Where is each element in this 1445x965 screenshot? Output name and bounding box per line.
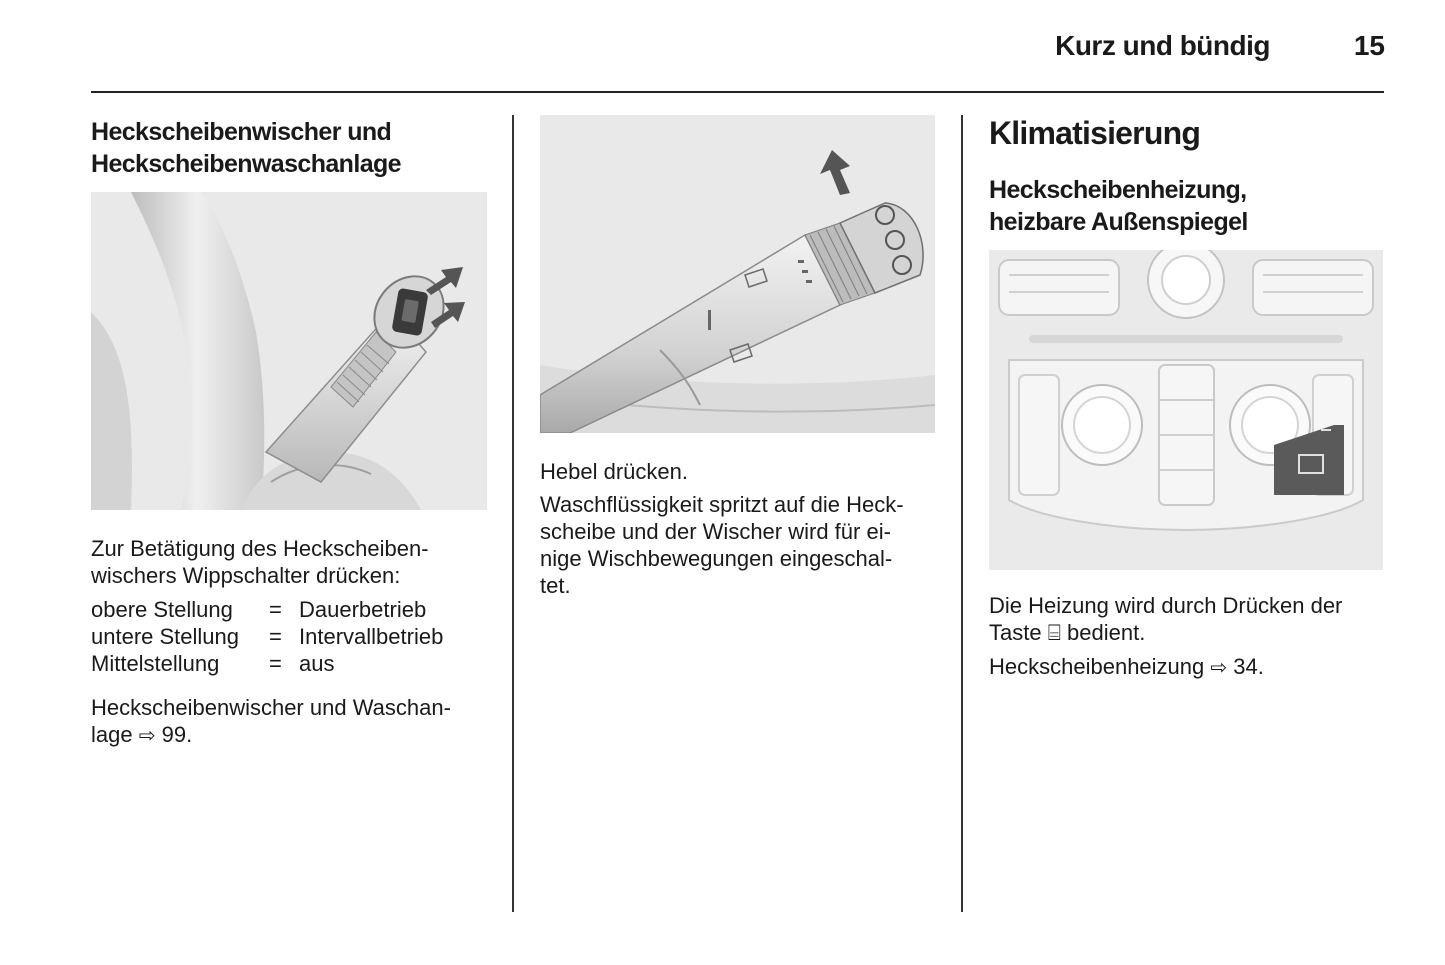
column-divider-2 — [961, 115, 963, 912]
wiper-lever-illustration — [540, 115, 935, 433]
text-line: bedient. — [1067, 620, 1146, 645]
position-label: obere Stellung — [91, 597, 233, 622]
running-header-title: Kurz und bündig — [1055, 30, 1270, 61]
heading-line: Heckscheibenheizung, — [989, 176, 1247, 204]
text-line: Heckscheibenheizung — [989, 654, 1205, 679]
paragraph-push-lever — [540, 458, 950, 485]
text-line: Waschflüssigkeit spritzt auf die Heck- — [540, 492, 904, 517]
paragraph-heating-button — [989, 592, 1384, 646]
section-heading-rear-wiper — [91, 116, 501, 180]
rear-window-heating-icon: ⌸ — [1047, 620, 1061, 645]
position-equals: = — [269, 651, 282, 676]
heading-line: Heckscheibenwischer und — [91, 118, 392, 146]
text-line: Die Heizung wird durch Drücken der — [989, 593, 1343, 618]
position-value: aus — [299, 651, 335, 676]
text-line: wischers Wippschalter drücken: — [91, 563, 401, 588]
text-line: Hebel drücken. — [540, 459, 688, 484]
figure-climate-control-panel — [989, 250, 1383, 570]
switch-positions-list — [91, 596, 501, 677]
wiper-stalk-illustration — [91, 192, 487, 510]
cross-reference-link[interactable]: 34. — [1233, 654, 1264, 679]
section-heading-heated-window — [989, 174, 1384, 238]
chapter-title-text: Klimatisierung — [989, 115, 1201, 151]
position-row — [91, 650, 443, 677]
position-equals: = — [269, 597, 282, 622]
position-equals: = — [269, 624, 282, 649]
paragraph-washer-fluid — [540, 491, 950, 599]
paragraph-intro — [91, 535, 501, 589]
text-line: tet. — [540, 573, 571, 598]
header-rule — [91, 91, 1384, 93]
position-value: Intervallbetrieb — [299, 624, 444, 649]
text-line: lage — [91, 722, 133, 747]
text-line: Zur Betätigung des Heckscheiben- — [91, 536, 429, 561]
chapter-title — [989, 115, 1384, 152]
heading-line: Heckscheibenwaschanlage — [91, 150, 401, 178]
column-divider-1 — [512, 115, 514, 912]
text-line: scheibe und der Wischer wird für ei- — [540, 519, 891, 544]
paragraph-cross-reference — [91, 694, 501, 750]
position-row — [91, 623, 443, 650]
position-label: Mittelstellung — [91, 651, 220, 676]
position-value: Dauerbetrieb — [299, 597, 427, 622]
heading-line: heizbare Außenspiegel — [989, 208, 1248, 236]
cross-reference-arrow-icon: ⇨ — [1210, 657, 1228, 679]
climate-panel-illustration — [989, 250, 1383, 570]
figure-rear-wiper-stalk — [91, 192, 487, 510]
text-line: Heckscheibenwischer und Waschan- — [91, 695, 451, 720]
text-line: nige Wischbewegungen eingeschal- — [540, 546, 893, 571]
paragraph-cross-reference — [989, 653, 1384, 682]
page-number: 15 — [1353, 30, 1385, 61]
figure-wiper-lever-push — [540, 115, 935, 433]
text-line: Taste — [989, 620, 1042, 645]
cross-reference-arrow-icon: ⇨ — [138, 725, 156, 747]
position-label: untere Stellung — [91, 624, 239, 649]
position-row — [91, 596, 443, 623]
cross-reference-link[interactable]: 99. — [161, 722, 193, 747]
